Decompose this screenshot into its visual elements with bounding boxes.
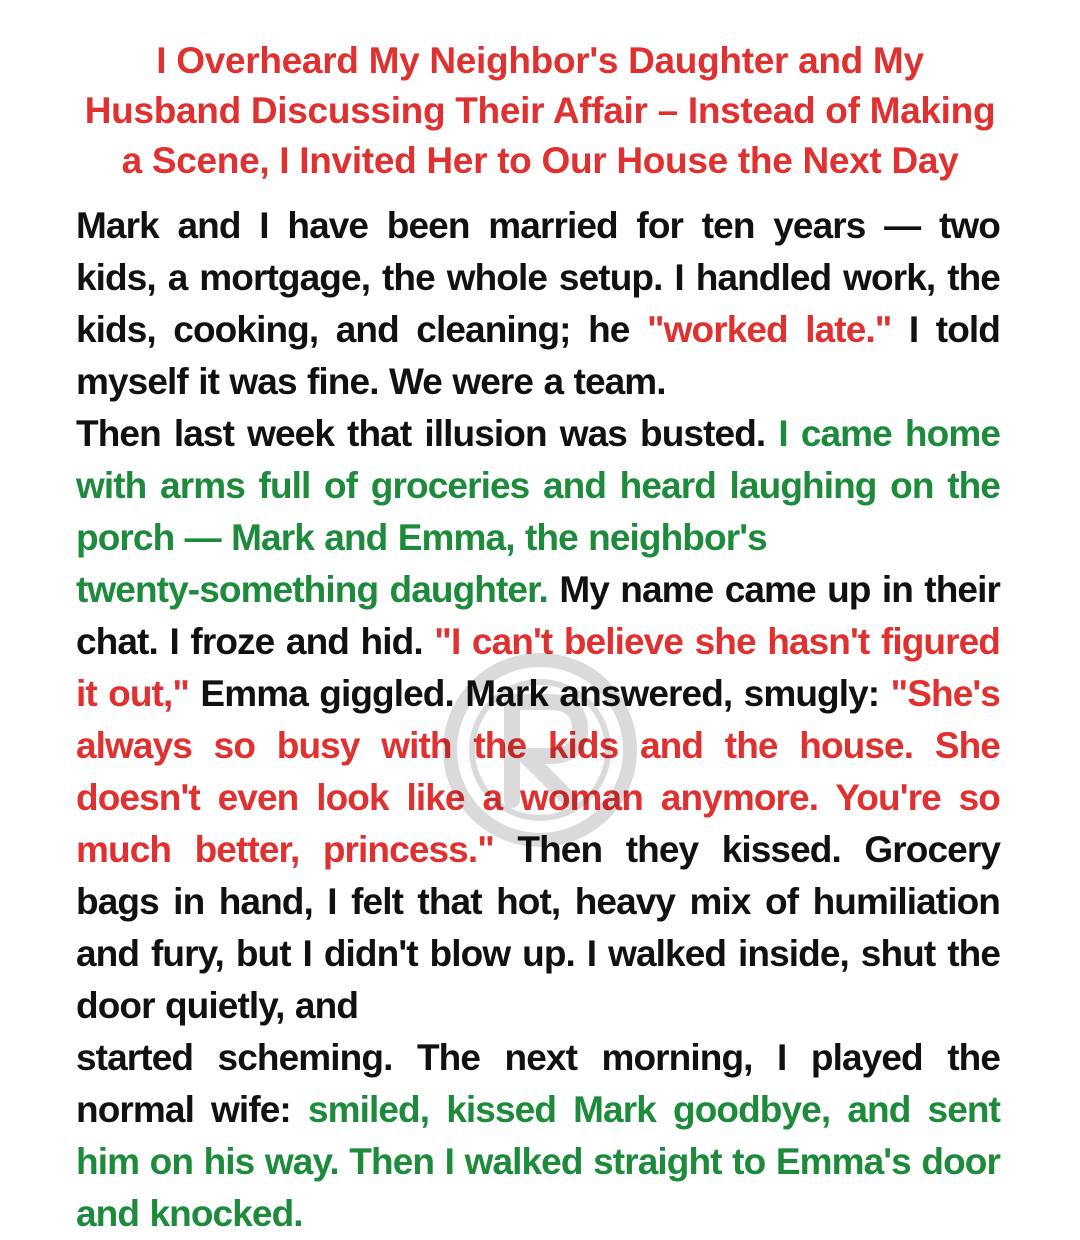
story-title [60, 36, 1020, 186]
title-line-3: a Scene, I Invited Her to Our House the Next Day [121, 140, 959, 181]
story-segment: Then they kissed. Grocery bags in hand, I felt that hot, heavy mix of humiliation and fury, but I didn't blow up. I walked inside, shut the door quietly, and [76, 829, 1000, 1026]
story-highlight-daughter: twenty-something daughter. [76, 569, 548, 610]
story-segment: My name came up in their chat. I froze and hid. [76, 569, 1000, 662]
story-body [76, 200, 1000, 1240]
story-quote-worked-late: "worked late." [646, 309, 892, 350]
title-line-1: I Overheard My Neighbor's Daughter and My [156, 40, 924, 81]
story-segment: Mark and I have been married for ten years — two kids, a mortgage, the whole setup. I handled work, the kids, cooking, and cleaning; he [76, 205, 1000, 350]
story-segment: started scheming. The next morning, I played the normal wife: [76, 1037, 1000, 1130]
story-quote-mark: "She's always so busy with the kids and the house. She doesn't even look like a woman anymore. You're so much better, princess." [76, 673, 1000, 870]
story-quote-emma: "I can't believe she hasn't figured it out," [76, 621, 1000, 714]
story-segment: I told myself it was fine. We were a team. [76, 309, 1000, 402]
story-segment: Then last week that illusion was busted. [76, 413, 779, 454]
story-highlight-goodbye: smiled, kissed Mark goodbye, and sent him on his way. Then I walked straight to Emma's door and knocked. [76, 1089, 1000, 1234]
title-line-2: Husband Discussing Their Affair – Instead of Making [84, 90, 996, 131]
story-segment: Emma giggled. Mark answered, smugly: [189, 673, 891, 714]
story-highlight-porch: I came home with arms full of groceries and heard laughing on the porch — Mark and Emma, the neighbor's [76, 413, 1001, 558]
